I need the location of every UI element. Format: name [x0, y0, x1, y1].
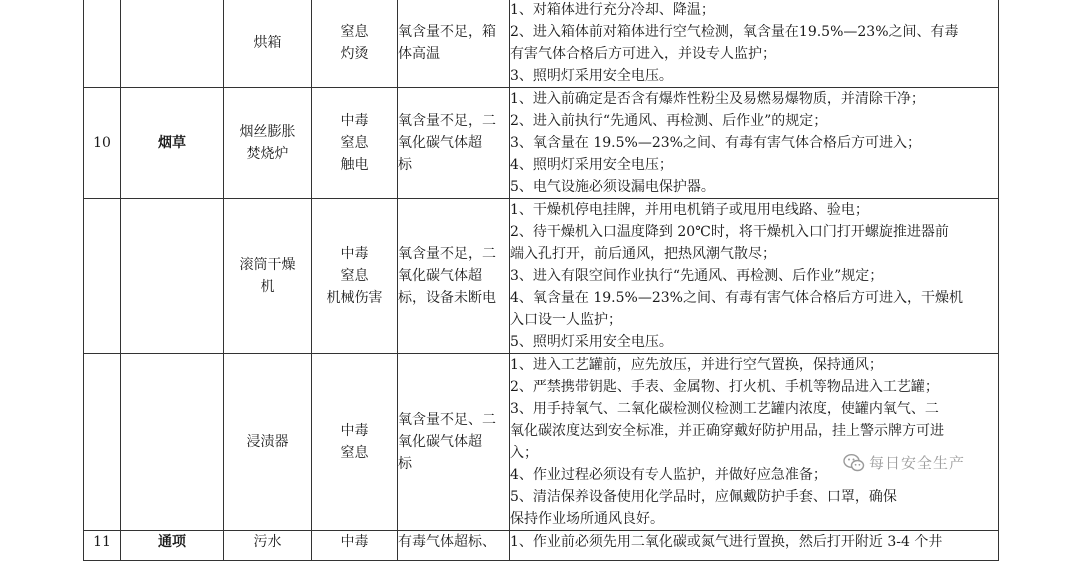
measures-cell-line: 4、作业过程必须设有专人监护，并做好应急准备；: [510, 467, 827, 483]
hazard-cell: [312, 354, 398, 531]
measures-cell: [510, 0, 999, 88]
cause-cell-line: 氧含量不足，箱: [398, 24, 496, 40]
watermark-text: 每日安全生产: [869, 454, 966, 472]
measures-cell-line: 氧化碳浓度达到安全标准，并正确穿戴好防护用品，挂上警示牌方可进: [510, 423, 944, 439]
workplace-cell-line: 烟丝膨胀: [239, 124, 296, 140]
table-row: [84, 88, 999, 199]
measures-cell-line: 端入孔打开，前后通风，把热风潮气散尽；: [510, 246, 776, 262]
cause-cell-line: 氧含量不足，二: [398, 246, 496, 262]
row-number-cell: [84, 0, 121, 88]
measures-cell-line: 2、进入箱体前对箱体进行空气检测，氧含量在19.5%—23%之间、有毒: [510, 24, 959, 40]
workplace-cell-line: 机: [260, 279, 275, 295]
cause-cell-line: 氧化碳气体超: [398, 135, 482, 151]
cause-cell-line: 标，设备未断电: [398, 290, 496, 306]
row-number-cell: [84, 354, 121, 531]
workplace-cell: [224, 199, 312, 354]
measures-cell-line: 入口设一人监护；: [510, 312, 622, 328]
cause-cell: [398, 88, 510, 199]
measures-cell-line: 3、照明灯采用安全电压。: [510, 68, 673, 84]
measures-cell-line: 5、照明灯采用安全电压。: [510, 334, 673, 350]
workplace-cell: [224, 531, 312, 561]
cause-cell-line: 氧含量不足，二: [398, 113, 496, 129]
workplace-cell-line: 浸渍器: [246, 434, 289, 450]
measures-cell-line: 1、对箱体进行充分冷却、降温；: [510, 2, 715, 18]
hazard-cell: [312, 0, 398, 88]
measures-cell-line: 2、严禁携带钥匙、手表、金属物、打火机、手机等物品进入工艺罐；: [510, 379, 939, 395]
cause-cell-line: 标: [398, 157, 412, 173]
cause-cell: [398, 354, 510, 531]
measures-cell: [510, 354, 999, 531]
hazard-cell-line: 窒息: [340, 445, 369, 461]
measures-cell-line: 2、进入前执行“先通风、再检测、后作业”的规定；: [510, 113, 828, 129]
table-row: [84, 0, 999, 88]
workplace-cell-line: 烘箱: [253, 35, 282, 51]
measures-cell-line: 有害气体合格后方可进入，并设专人监护；: [510, 46, 776, 62]
cause-cell: [398, 0, 510, 88]
industry-cell: [121, 354, 224, 531]
cause-cell-line: 标: [398, 456, 412, 472]
workplace-cell-line: 焚烧炉: [246, 146, 289, 162]
hazard-cell-line: 触电: [340, 157, 369, 173]
cause-cell: [398, 531, 510, 561]
measures-cell-line: 入；: [510, 445, 538, 461]
table-row: [84, 531, 999, 561]
industry-cell: 通项: [121, 531, 224, 561]
measures-cell-line: 3、用手持氧气、二氧化碳检测仪检测工艺罐内浓度，使罐内氧气、二: [510, 401, 939, 417]
measures-cell-line: 4、照明灯采用安全电压；: [510, 157, 673, 173]
row-number-cell: 10: [84, 88, 121, 199]
workplace-cell: [224, 0, 312, 88]
industry-cell: [121, 199, 224, 354]
measures-cell-line: 4、氧含量在 19.5%—23%之间、有毒有害气体合格后方可进入，干燥机: [510, 290, 963, 306]
measures-cell: [510, 88, 999, 199]
row-number-cell: 11: [84, 531, 121, 561]
measures-cell-line: 3、氧含量在 19.5%—23%之间、有毒有害气体合格后方可进入；: [510, 135, 921, 151]
hazard-cell: [312, 88, 398, 199]
cause-cell: [398, 199, 510, 354]
workplace-cell: [224, 354, 312, 531]
cause-cell-line: 有毒气体超标、: [398, 534, 496, 550]
measures-cell-line: 3、进入有限空间作业执行“先通风、再检测、后作业”规定；: [510, 268, 884, 284]
workplace-cell-line: 滚筒干燥: [239, 257, 296, 273]
hazard-cell: [312, 531, 398, 561]
workplace-cell: [224, 88, 312, 199]
measures-cell-line: 2、待干燥机入口温度降到 20℃时，将干燥机入口门打开螺旋推进器前: [510, 224, 949, 240]
cause-cell-line: 体高温: [398, 46, 440, 62]
cause-cell-line: 氧化碳气体超: [398, 268, 482, 284]
table-row: [84, 199, 999, 354]
table-row: [84, 354, 999, 531]
industry-cell: [121, 0, 224, 88]
hazard-cell-line: 中毒: [340, 246, 369, 262]
hazard-cell-line: 中毒: [340, 113, 369, 129]
workplace-cell-line: 污水: [253, 534, 282, 550]
hazard-cell-line: 灼烫: [340, 46, 369, 62]
row-number-cell: [84, 199, 121, 354]
hazard-cell: [312, 199, 398, 354]
cause-cell-line: 氧含量不足、二: [398, 412, 496, 428]
measures-cell-line: 保持作业场所通风良好。: [510, 511, 664, 527]
measures-cell: [510, 199, 999, 354]
industry-cell: 烟草: [121, 88, 224, 199]
hazard-cell-line: 窒息: [340, 24, 369, 40]
measures-cell-line: 1、干燥机停电挂牌，并用电机销子或甩用电线路、验电；: [510, 202, 869, 218]
hazard-cell-line: 中毒: [340, 534, 369, 550]
safety-measures-table: [83, 0, 999, 561]
hazard-cell-line: 窒息: [340, 135, 369, 151]
measures-cell: [510, 531, 999, 561]
cause-cell-line: 氧化碳气体超: [398, 434, 482, 450]
measures-cell-line: 1、进入工艺罐前，应先放压，并进行空气置换，保持通风；: [510, 357, 883, 373]
measures-cell-line: 1、进入前确定是否含有爆炸性粉尘及易燃易爆物质，并清除干净；: [510, 91, 925, 107]
measures-cell-line: 5、清洁保养设备使用化学品时，应佩戴防护手套、口罩，确保: [510, 489, 897, 505]
hazard-cell-line: 机械伤害: [326, 290, 383, 306]
measures-cell-line: 5、电气设施必须设漏电保护器。: [510, 179, 715, 195]
hazard-cell-line: 中毒: [340, 423, 369, 439]
hazard-cell-line: 窒息: [340, 268, 369, 284]
measures-cell-line: 1、作业前必须先用二氧化碳或氮气进行置换，然后打开附近 3-4 个井: [510, 534, 943, 550]
